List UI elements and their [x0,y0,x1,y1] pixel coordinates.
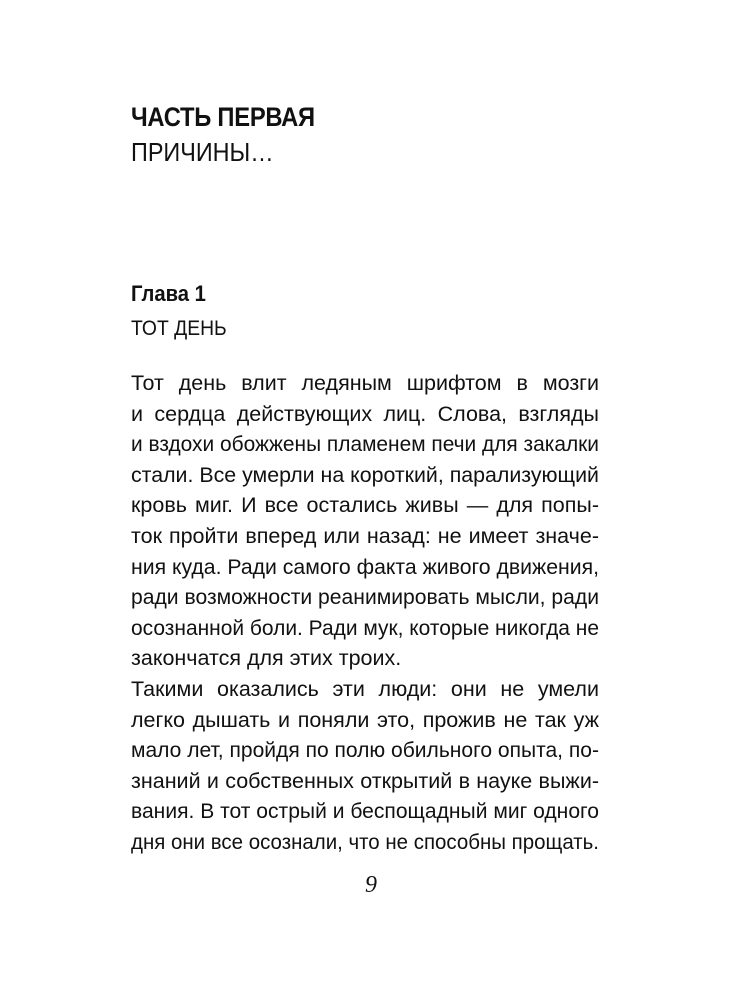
text-line-14: знаний и собственных открытий в науке выжи- [131,768,599,793]
text-line-1: Тот день влит ледяным шрифтом в мозги [131,371,600,395]
text-line-8: ради возможности реанимировать мысли, ради [131,585,600,610]
part-title: ПРИЧИНЫ… [131,137,274,167]
chapter-label: Глава 1 [131,281,206,306]
part-label: ЧАСТЬ ПЕРВАЯ [131,102,315,132]
page-number: 9 [365,872,377,898]
body-text [131,368,599,858]
text-line-2: и сердца действующих лиц. Слова, взгляды [131,401,599,426]
text-line-16: дня они все осознали, что не способны прощать. [131,829,599,854]
text-line-12: легко дышать и поняли это, прожив не так уж [131,707,599,732]
text-line-13: мало лет, пройдя по полю обильного опыта, по- [131,738,599,763]
text-line-3: и вздохи обожжены пламенем печи для закалки [131,432,599,457]
text-line-10: закончатся для этих троих. [131,646,402,671]
text-line-7: ния куда. Ради самого факта живого движения, [131,554,599,579]
text-line-9: осознанной боли. Ради мук, которые никогда не [131,615,600,640]
text-line-5: кровь миг. И все остались живы — для попы- [131,493,599,518]
chapter-title: ТОТ ДЕНЬ [131,317,227,340]
text-line-11: Такими оказались эти люди: они не умели [131,676,599,701]
text-line-15: вания. В тот острый и беспощадный миг одного [131,799,599,824]
text-line-6: ток пройти вперед или назад: не имеет значе- [131,523,599,548]
text-line-4: стали. Все умерли на короткий, парализующий [131,462,599,487]
